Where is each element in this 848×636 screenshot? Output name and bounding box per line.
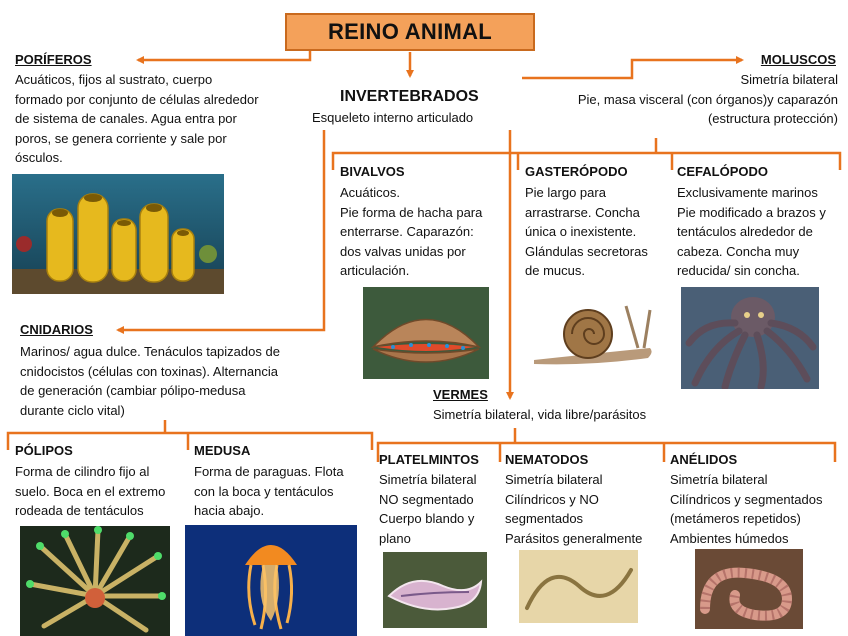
text-line: ósculos. bbox=[15, 150, 63, 165]
title-box bbox=[285, 13, 535, 51]
polipos-label: PÓLIPOS bbox=[15, 443, 73, 458]
text-line: Acuáticos, fijos al sustrato, cuerpo bbox=[15, 72, 213, 87]
text-line: formado por conjunto de células alrededor bbox=[15, 91, 259, 107]
invertebrados-desc: Esqueleto interno articulado bbox=[312, 110, 474, 125]
polipos-text bbox=[15, 462, 195, 521]
text-line: de generación (cambiar pólipo-medusa bbox=[20, 383, 246, 398]
text-line: (metámeros repetidos) bbox=[670, 511, 801, 526]
text-line: Cuerpo blando y bbox=[379, 511, 475, 526]
diagram-title: REINO ANIMAL bbox=[327, 19, 493, 44]
text-line: poros, se genera corriente y sale por bbox=[15, 130, 227, 146]
text-line: Pie, masa visceral (con órganos)y caparazón bbox=[577, 91, 838, 107]
cnidarios-text bbox=[20, 342, 330, 420]
nematodos-text bbox=[505, 470, 670, 548]
poriferos-text bbox=[15, 70, 315, 168]
vermes-label: VERMES bbox=[433, 387, 488, 402]
earthworm-photo bbox=[695, 549, 803, 629]
text-line: de sistema de canales. Agua entra por bbox=[15, 111, 237, 126]
text-line: reducida/ sin concha. bbox=[677, 263, 800, 278]
text-line: cabeza. Concha muy bbox=[677, 243, 800, 259]
text-line: Pie largo para bbox=[525, 185, 606, 200]
text-line: Acuáticos. bbox=[340, 185, 400, 200]
invertebrados-label: INVERTEBRADOS bbox=[340, 88, 479, 105]
moluscos-label: MOLUSCOS bbox=[760, 52, 836, 67]
anelidos-text bbox=[670, 470, 848, 548]
nematode-photo bbox=[519, 550, 638, 623]
text-line: (estructura protección) bbox=[707, 111, 838, 126]
text-line: Pie forma de hacha para bbox=[340, 204, 483, 220]
text-line: segmentados bbox=[505, 511, 584, 526]
flatworm-photo bbox=[383, 552, 487, 628]
snail-photo bbox=[530, 296, 662, 368]
gasteropodo-label: GASTERÓPODO bbox=[525, 164, 628, 179]
text-line: Parásitos generalmente bbox=[505, 530, 643, 546]
text-line: Ambientes húmedos bbox=[670, 530, 789, 546]
text-line: Simetría bilateral bbox=[670, 472, 768, 487]
text-line: Marinos/ agua dulce. Tenáculos tapizados de bbox=[20, 344, 280, 359]
text-line: rodeada de tentáculos bbox=[15, 503, 144, 518]
text-line: Cilíndricos y segmentados bbox=[670, 491, 823, 507]
moluscos-text bbox=[538, 70, 838, 129]
platelmintos-text bbox=[379, 470, 504, 548]
text-line: Glándulas secretoras bbox=[525, 243, 648, 259]
text-line: Exclusivamente marinos bbox=[677, 185, 818, 200]
text-line: articulación. bbox=[340, 263, 410, 278]
nematodos-label: NEMATODOS bbox=[505, 452, 589, 467]
platelmintos-label: PLATELMINTOS bbox=[379, 452, 479, 467]
text-line: NO segmentado bbox=[379, 491, 474, 507]
vermes-desc: Simetría bilateral, vida libre/parásitos bbox=[433, 407, 647, 422]
sponge-photo bbox=[12, 174, 224, 294]
octopus-photo bbox=[681, 287, 819, 389]
text-line: durante ciclo vital) bbox=[20, 402, 125, 418]
jellyfish-photo bbox=[185, 525, 357, 636]
text-line: plano bbox=[379, 530, 411, 546]
text-line: con la boca y tentáculos bbox=[194, 483, 334, 499]
scallop-photo bbox=[363, 287, 489, 379]
gasteropodo-text bbox=[525, 183, 675, 281]
text-line: de mucus. bbox=[525, 263, 585, 278]
anelidos-label: ANÉLIDOS bbox=[670, 452, 738, 467]
text-line: arrastrarse. Concha bbox=[525, 204, 640, 220]
medusa-label: MEDUSA bbox=[194, 443, 251, 458]
text-line: única o inexistente. bbox=[525, 224, 637, 239]
bivalvos-text bbox=[340, 183, 515, 281]
text-line: enterrarse. Caparazón: bbox=[340, 224, 474, 239]
text-line: Forma de paraguas. Flota bbox=[194, 464, 344, 479]
medusa-text bbox=[194, 462, 374, 521]
text-line: Simetría bilateral bbox=[379, 472, 477, 487]
text-line: dos valvas unidas por bbox=[340, 243, 466, 259]
text-line: hacia abajo. bbox=[194, 503, 265, 518]
bivalvos-label: BIVALVOS bbox=[340, 164, 405, 179]
text-line: Simetría bilateral bbox=[740, 72, 838, 87]
text-line: Cilíndricos y NO bbox=[505, 491, 599, 507]
anemone-photo bbox=[20, 526, 170, 636]
text-line: tentáculos alrededor de bbox=[677, 224, 813, 239]
text-line: Pie modificado a brazos y bbox=[677, 204, 826, 220]
cefalopodo-label: CEFALÓPODO bbox=[677, 164, 769, 179]
text-line: Simetría bilateral bbox=[505, 472, 603, 487]
text-line: cnidocistos (células con toxinas). Alternancia bbox=[20, 363, 278, 379]
text-line: Forma de cilindro fijo al bbox=[15, 464, 150, 479]
cefalopodo-text bbox=[677, 183, 847, 281]
cnidarios-label: CNIDARIOS bbox=[20, 322, 93, 337]
poriferos-label: PORÍFEROS bbox=[15, 52, 92, 67]
text-line: suelo. Boca en el extremo bbox=[15, 483, 166, 499]
